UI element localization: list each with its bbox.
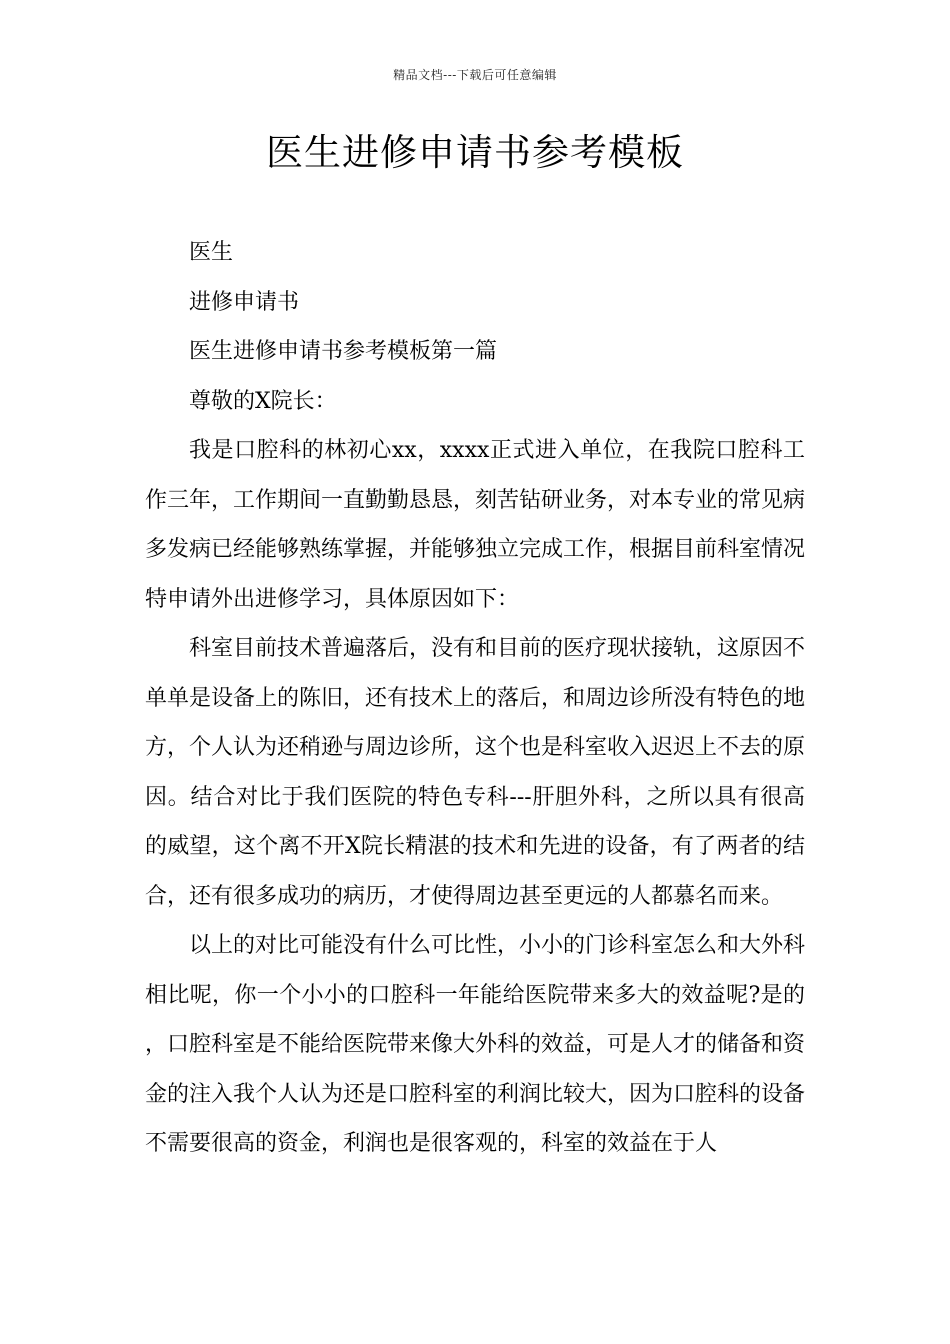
paragraph: 我是口腔科的林初心xx，xxxx正式进入单位，在我院口腔科工作三年，工作期间一直勤勤恳恳，刻苦钻研业务，对本专业的常见病多发病已经能够熟练掌握，并能够独立完成工作，根据目前科室情况特申请外出进修学习，具体原因如下： xyxy=(145,438,806,612)
document-body xyxy=(145,228,805,1169)
document-title: 医生进修申请书参考模板 xyxy=(266,131,684,174)
paragraph: 以上的对比可能没有什么可比性，小小的门诊科室怎么和大外科相比呢，你一个小小的口腔科一年能给医院带来多大的效益呢?是的，口腔科室是不能给医院带来像大外科的效益，可是人才的储备和资金的注入我个人认为还是口腔科室的利润比较大，因为口腔科的设备不需要很高的资金，利润也是很客观的，科室的效益在于人 xyxy=(145,933,806,1156)
header-note: 精品文档---下载后可任意编辑 xyxy=(393,68,557,82)
body-line: 进修申请书 xyxy=(189,289,300,315)
body-line: 医生 xyxy=(189,240,234,265)
body-line: 医生进修申请书参考模板第一篇 xyxy=(189,339,498,364)
paragraph: 科室目前技术普遍落后，没有和目前的医疗现状接轨，这原因不单单是设备上的陈旧，还有技术上的落后，和周边诊所没有特色的地方，个人认为还稍逊与周边诊所，这个也是科室收入迟迟上不去的原因。结合对比于我们医院的特色专科---肝胆外科，之所以具有很高的威望，这个离不开X院长精湛的技术和先进的设备，有了两者的结合，还有很多成功的病历，才使得周边甚至更远的人都慕名而来。 xyxy=(145,636,806,909)
salutation: 尊敬的X院长： xyxy=(189,388,337,414)
